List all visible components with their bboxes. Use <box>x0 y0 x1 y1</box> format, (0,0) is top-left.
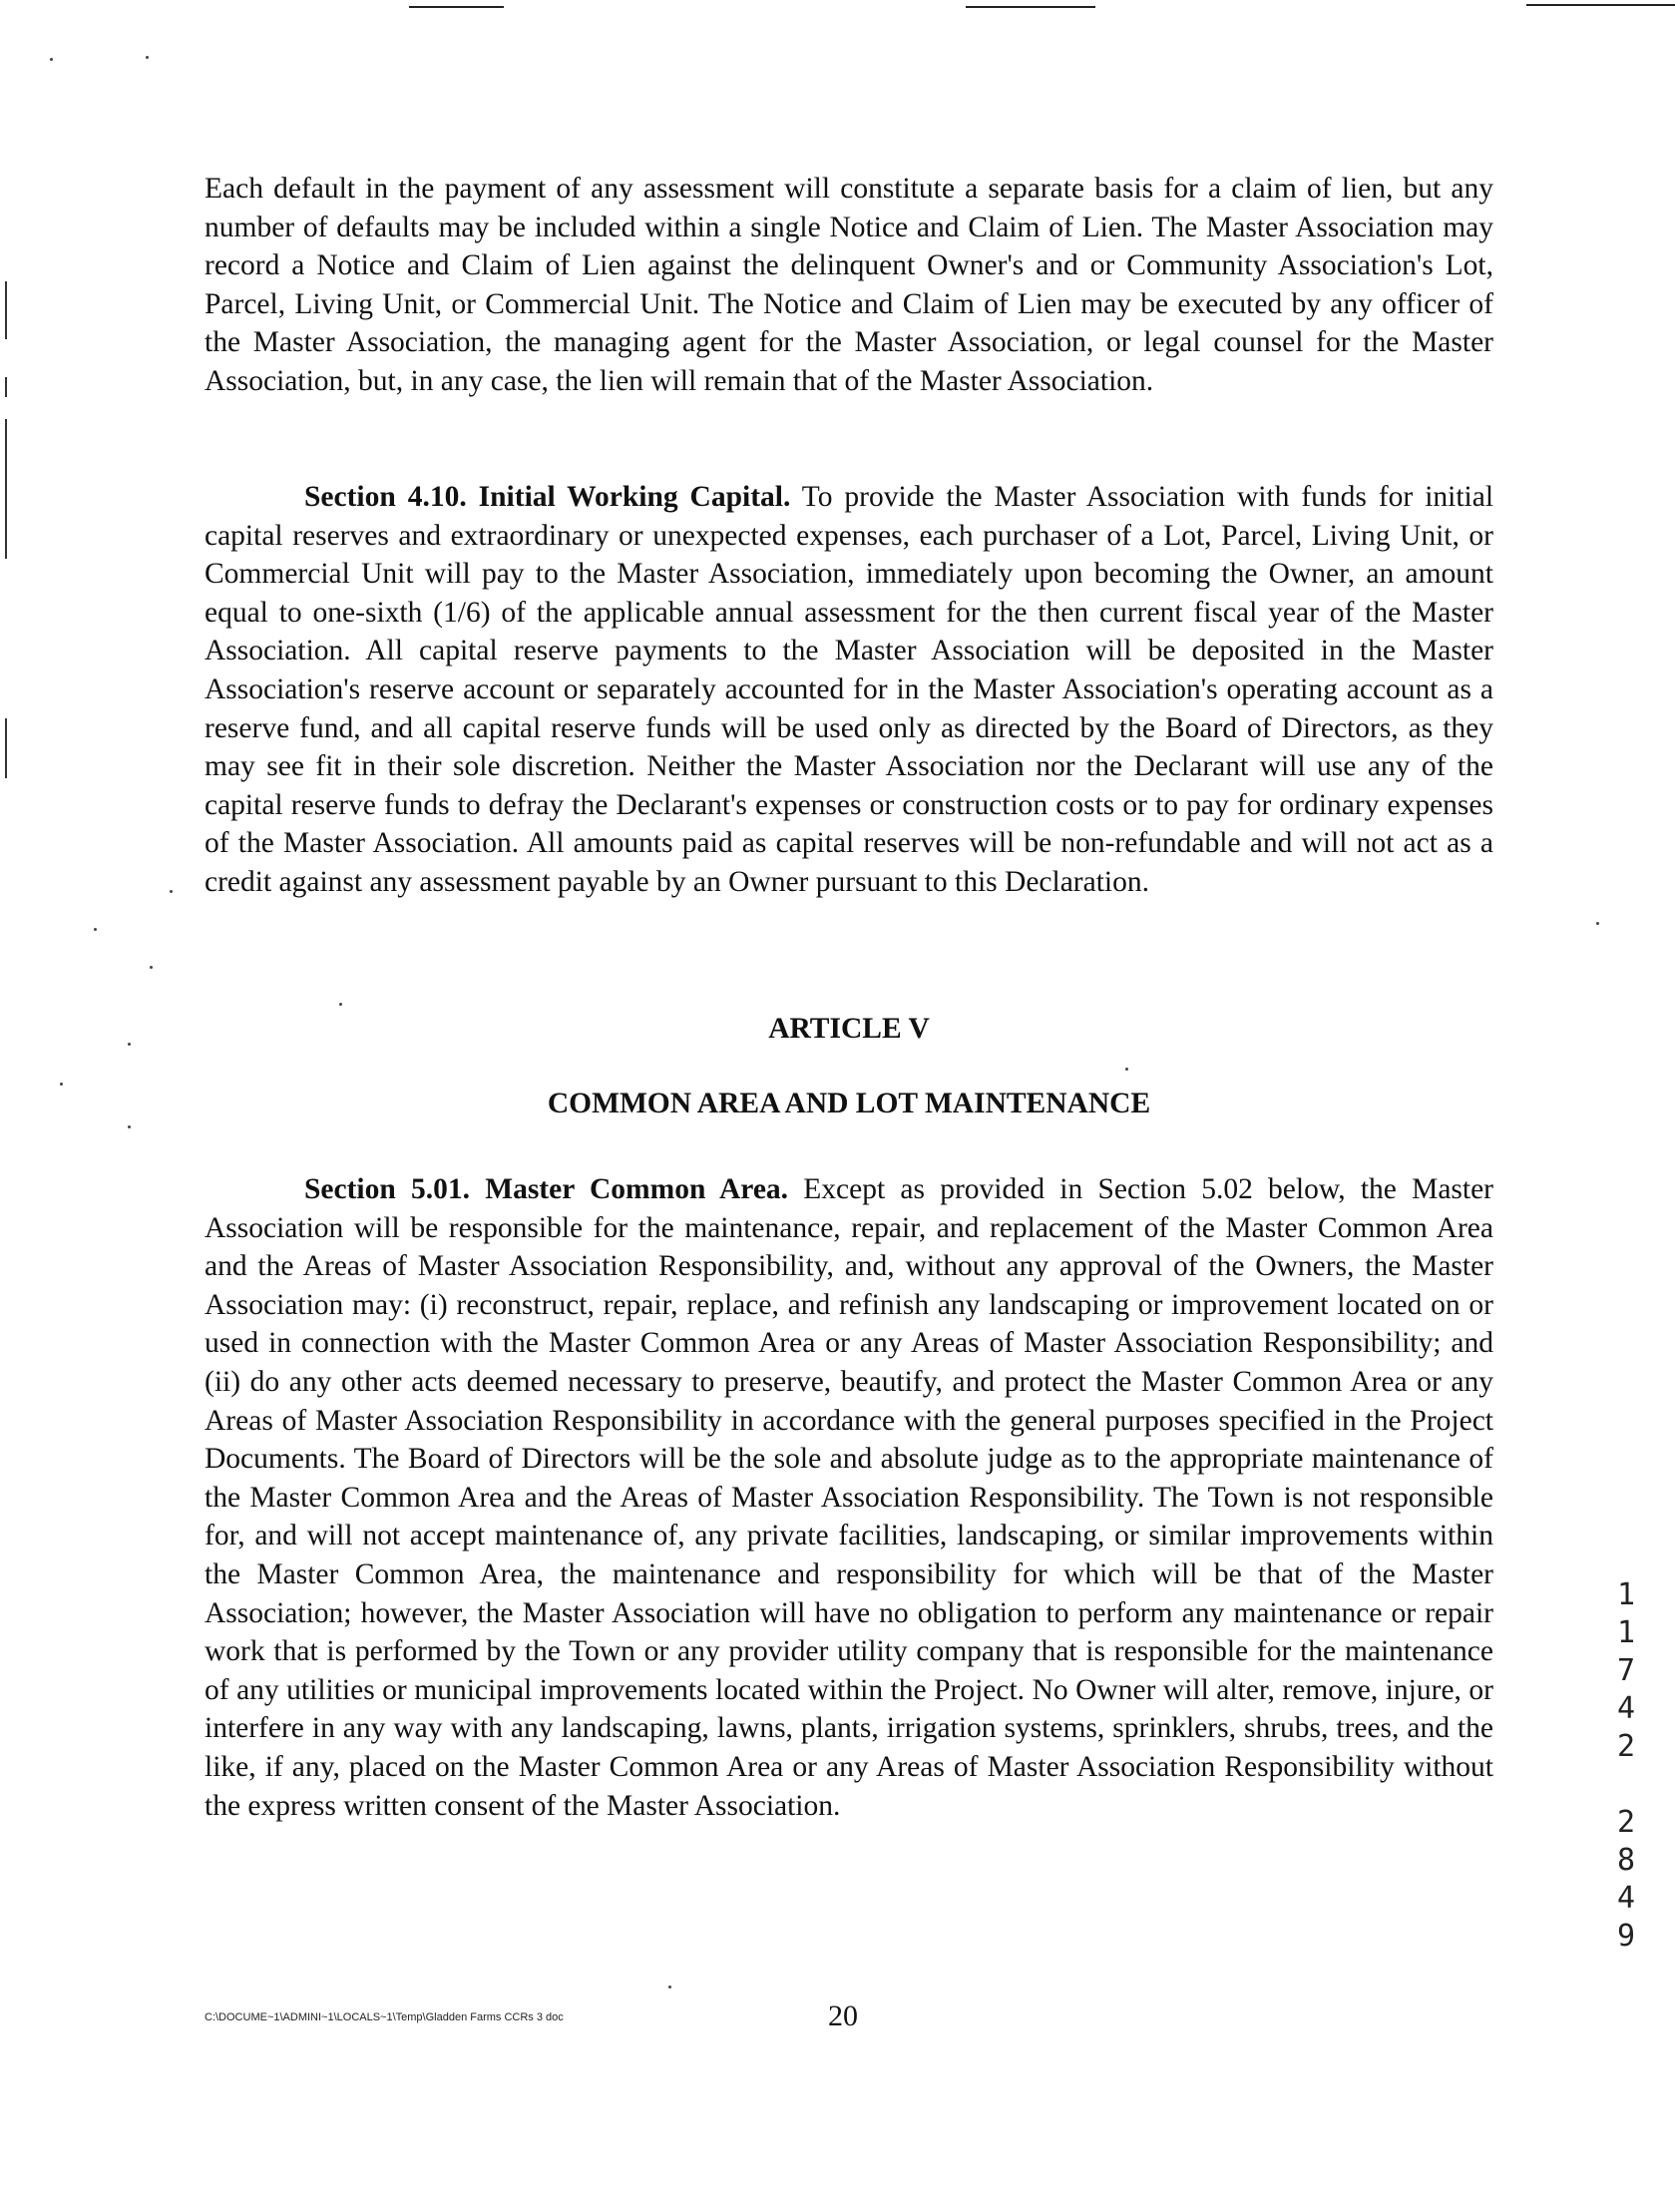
stamp-digit: 9 <box>1616 1919 1636 1954</box>
scan-speck <box>94 928 97 931</box>
section-4-10-heading: Section 4.10. Initial Working Capital. <box>304 481 791 513</box>
footer-file-path: C:\DOCUME~1\ADMINI~1\LOCALS~1\Temp\Gladden Farms CCRs 3 doc <box>205 2011 564 2023</box>
scan-speck <box>1596 922 1599 925</box>
stamp-digit: 1 <box>1616 1615 1636 1650</box>
stamp-digit: 2 <box>1616 1805 1636 1840</box>
section-5-01-paragraph <box>205 1170 1493 1825</box>
scan-speck <box>128 1043 131 1046</box>
scan-mark-top-right <box>1526 4 1675 6</box>
page-number: 20 <box>828 1999 858 2032</box>
section-5-01-body: Except as provided in Section 5.02 below, the Master Association will be responsible for the maintenance, repair, and replacement of the Master Common Area and the Areas of Master Association Responsibility, and, without any approval of the Owners, the Master Association may: (i) reconstruct, repair, replace, and refinish any landscaping or improvement located on or used in connection with the Master Common Area or any Areas of Master Association Responsibility; and (ii) do any other acts deemed necessary to preserve, beautify, and protect the Master Common Area or any Areas of Master Association Responsibility in accordance with the general purposes specified in the Project Documents. The Board of Directors will be the sole and absolute judge as to the appropriate maintenance of the Master Common Area and the Areas of Master Association Responsibility. The Town is not responsible for, and will not accept maintenance of, any private facilities, landscaping, or similar improvements within the Master Common Area, the maintenance and responsibility for which will be that of the Master Association; however, the Master Association will have no obligation to perform any maintenance or repair work that is performed by the Town or any provider utility company that is responsible for the maintenance of any utilities or municipal improvements located within the Project. No Owner will alter, remove, injure, or interfere in any way with any landscaping, lawns, plants, irrigation systems, sprinklers, shrubs, trees, and the like, if any, placed on the Master Common Area or any Areas of Master Association Responsibility without the express written consent of the Master Association. <box>205 1173 1494 1822</box>
margin-bar-2 <box>5 377 7 397</box>
margin-bar-4 <box>5 718 7 778</box>
scan-speck <box>128 1125 131 1128</box>
section-5-01-heading: Section 5.01. Master Common Area. <box>304 1173 789 1205</box>
scan-speck <box>150 966 153 969</box>
scan-mark-top-left <box>409 6 504 8</box>
scan-mark-top-center <box>966 6 1095 8</box>
scan-speck <box>668 1986 671 1989</box>
article-number: ARTICLE V <box>768 1013 930 1045</box>
lien-paragraph: Each default in the payment of any assessment will constitute a separate basis for a claim of lien, but any number of defaults may be included within a single Notice and Claim of Lien. The Master Association may record a Notice and Claim of Lien against the delinquent Owner's and or Community Association's Lot, Parcel, Living Unit, or Commercial Unit. The Notice and Claim of Lien may be executed by any officer of the Master Association, the managing agent for the Master Association, or legal counsel for the Master Association, but, in any case, the lien will remain that of the Master Association. <box>205 173 1493 397</box>
stamp-digit: 4 <box>1616 1881 1636 1916</box>
section-4-10-paragraph <box>205 478 1493 902</box>
stamp-digit: 2 <box>1616 1729 1636 1764</box>
scan-speck <box>170 890 173 893</box>
stamp-digit: 4 <box>1616 1691 1636 1726</box>
stamp-digit: 7 <box>1616 1653 1636 1688</box>
article-title: COMMON AREA AND LOT MAINTENANCE <box>547 1088 1151 1119</box>
stamp-digit: 1 <box>1616 1577 1636 1612</box>
scan-speck <box>339 1003 342 1006</box>
margin-bar-3 <box>5 419 7 559</box>
scan-speck <box>60 1083 63 1086</box>
scan-speck <box>146 56 149 59</box>
recording-stamp <box>1606 1576 1646 1956</box>
section-4-10-body: To provide the Master Association with funds for initial capital reserves and extraordinary or unexpected expenses, each purchaser of a Lot, Parcel, Living Unit, or Commercial Unit will pay to the Master Association, immediately upon becoming the Owner, an amount equal to one-sixth (1/6) of the applicable annual assessment for the then current fiscal year of the Master Association. All capital reserve payments to the Master Association will be deposited in the Master Association's reserve account or separately accounted for in the Master Association's operating account as a reserve fund, and all capital reserve funds will be used only as directed by the Board of Directors, as they may see fit in their sole discretion. Neither the Master Association nor the Declarant will use any of the capital reserve funds to defray the Declarant's expenses or construction costs or to pay for ordinary expenses of the Master Association. All amounts paid as capital reserves will be non-refundable and will not act as a credit against any assessment payable by an Owner pursuant to this Declaration. <box>205 481 1494 898</box>
scan-speck <box>1125 1068 1128 1071</box>
margin-bar-1 <box>5 281 7 339</box>
stamp-digit: 8 <box>1616 1843 1636 1878</box>
scan-speck <box>50 58 53 61</box>
